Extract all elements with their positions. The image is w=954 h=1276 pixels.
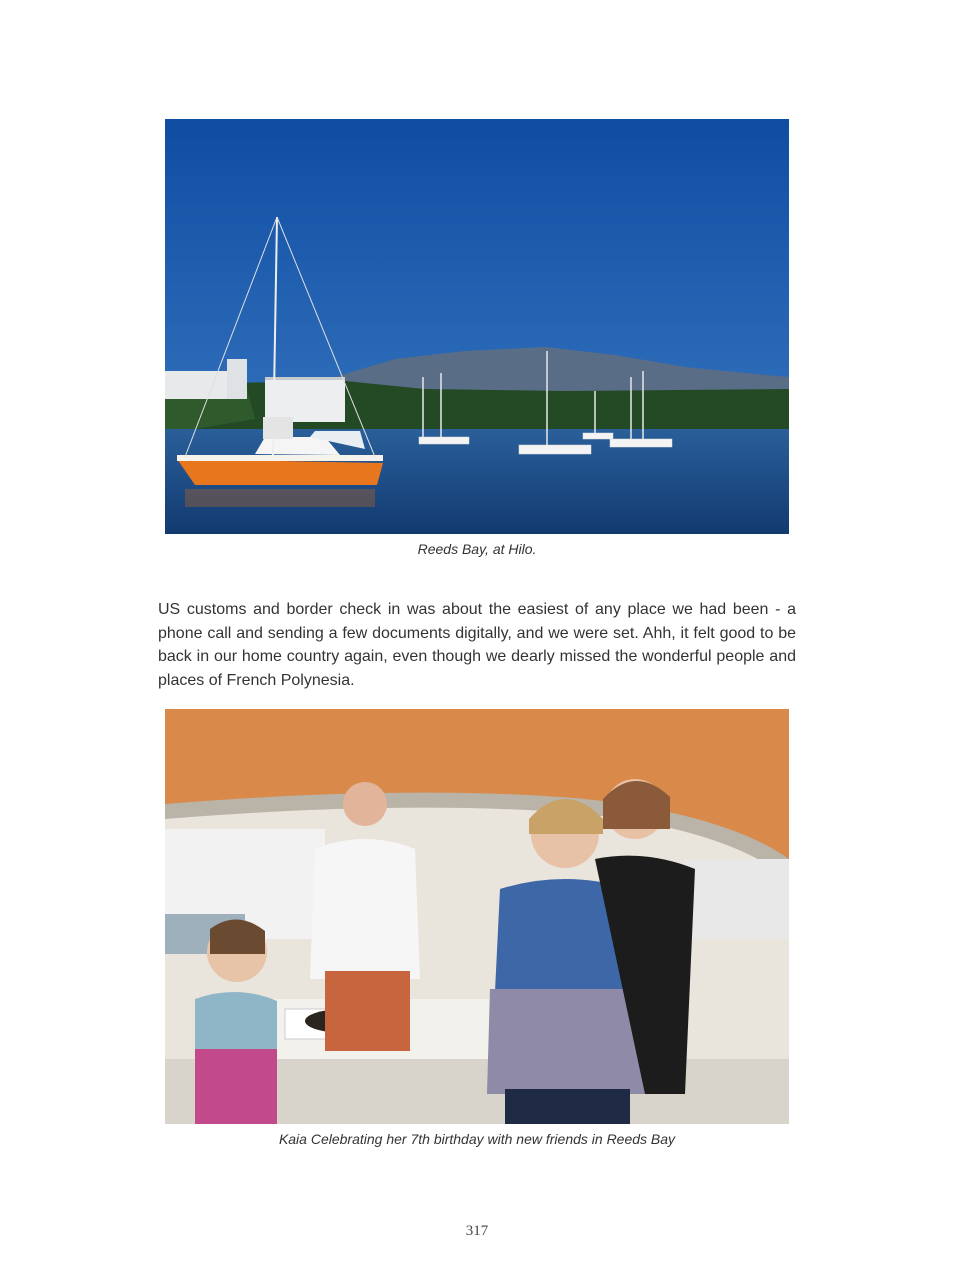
page-number: 317 xyxy=(465,1223,489,1239)
photo-caption: Kaia Celebrating her 7th birthday with new friends in Reeds Bay xyxy=(278,1131,676,1147)
harbor-photo xyxy=(165,119,789,534)
body-paragraph: US customs and border check in was about the easiest of any place we had been - a phone call and sending a few documents digitally, and we were set. Ahh, it felt good to be back in our home country again, even though we dearly missed the wonderful people and places of French Polynesia. xyxy=(158,601,796,689)
birthday-photo xyxy=(165,709,789,1124)
photo-caption: Reeds Bay, at Hilo. xyxy=(417,541,537,557)
